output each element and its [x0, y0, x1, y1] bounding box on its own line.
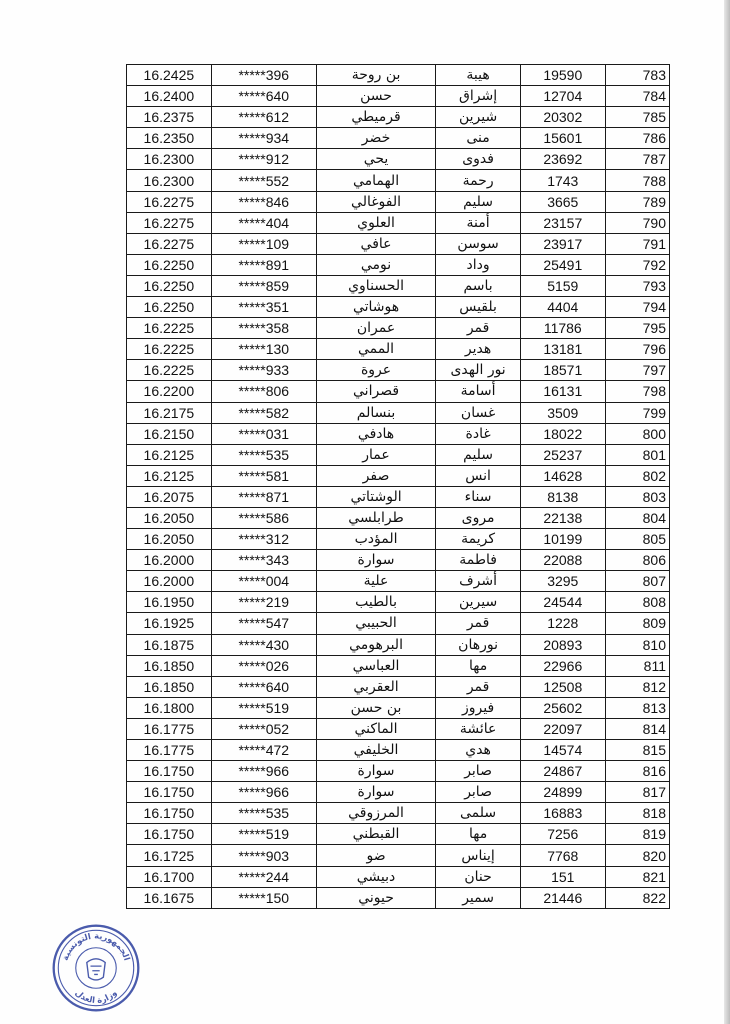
rank-cell: 791: [605, 233, 669, 254]
id-number-cell: *****933: [211, 360, 316, 381]
score-cell: 16.2175: [127, 402, 212, 423]
rank-cell: 804: [605, 507, 669, 528]
rank-cell: 819: [605, 824, 669, 845]
last-name-cell: عروة: [316, 360, 435, 381]
score-cell: 16.2275: [127, 233, 212, 254]
rank-cell: 810: [605, 634, 669, 655]
last-name-cell: خضر: [316, 128, 435, 149]
registration-number-cell: 22088: [520, 550, 605, 571]
last-name-cell: بنسالم: [316, 402, 435, 423]
score-cell: 16.2075: [127, 486, 212, 507]
first-name-cell: غادة: [436, 423, 521, 444]
score-cell: 16.1775: [127, 740, 212, 761]
id-number-cell: *****582: [211, 402, 316, 423]
last-name-cell: الحسناوي: [316, 275, 435, 296]
registration-number-cell: 25491: [520, 254, 605, 275]
table-row: [127, 275, 670, 296]
last-name-cell: بن روحة: [316, 65, 435, 86]
rank-cell: 787: [605, 149, 669, 170]
last-name-cell: ضو: [316, 845, 435, 866]
rank-cell: 783: [605, 65, 669, 86]
table-row: [127, 761, 670, 782]
table-row: [127, 297, 670, 318]
registration-number-cell: 18022: [520, 423, 605, 444]
id-number-cell: *****031: [211, 423, 316, 444]
registration-number-cell: 25602: [520, 697, 605, 718]
table-row: [127, 170, 670, 191]
first-name-cell: مها: [436, 655, 521, 676]
id-number-cell: *****358: [211, 318, 316, 339]
registration-number-cell: 12704: [520, 86, 605, 107]
first-name-cell: هيبة: [436, 65, 521, 86]
first-name-cell: قمر: [436, 676, 521, 697]
table-row: [127, 676, 670, 697]
table-row: [127, 486, 670, 507]
registration-number-cell: 22966: [520, 655, 605, 676]
last-name-cell: العقربي: [316, 676, 435, 697]
rank-cell: 811: [605, 655, 669, 676]
last-name-cell: عمران: [316, 318, 435, 339]
page-edge-shadow: [724, 0, 730, 1024]
table-row: [127, 107, 670, 128]
last-name-cell: البرهومي: [316, 634, 435, 655]
first-name-cell: مروى: [436, 507, 521, 528]
first-name-cell: بلقيس: [436, 297, 521, 318]
last-name-cell: المرزوقي: [316, 803, 435, 824]
stamp-bottom-text: وزارة العدل: [73, 987, 119, 1006]
table-row: [127, 634, 670, 655]
first-name-cell: قمر: [436, 318, 521, 339]
table-row: [127, 613, 670, 634]
last-name-cell: بن حسن: [316, 697, 435, 718]
table-row: [127, 887, 670, 908]
rank-cell: 812: [605, 676, 669, 697]
score-cell: 16.2125: [127, 465, 212, 486]
score-cell: 16.2050: [127, 507, 212, 528]
score-cell: 16.1775: [127, 718, 212, 739]
table-row: [127, 529, 670, 550]
last-name-cell: الخليفي: [316, 740, 435, 761]
last-name-cell: قرميطي: [316, 107, 435, 128]
registration-number-cell: 23692: [520, 149, 605, 170]
score-cell: 16.1750: [127, 803, 212, 824]
last-name-cell: علية: [316, 571, 435, 592]
registration-number-cell: 20893: [520, 634, 605, 655]
last-name-cell: بالطيب: [316, 592, 435, 613]
rank-cell: 806: [605, 550, 669, 571]
first-name-cell: إشراق: [436, 86, 521, 107]
rank-cell: 786: [605, 128, 669, 149]
last-name-cell: سوارة: [316, 782, 435, 803]
id-number-cell: *****640: [211, 676, 316, 697]
first-name-cell: سليم: [436, 444, 521, 465]
score-cell: 16.1675: [127, 887, 212, 908]
rank-cell: 792: [605, 254, 669, 275]
first-name-cell: عائشة: [436, 718, 521, 739]
last-name-cell: الحبيبي: [316, 613, 435, 634]
rank-cell: 785: [605, 107, 669, 128]
last-name-cell: هادفي: [316, 423, 435, 444]
score-cell: 16.1750: [127, 824, 212, 845]
first-name-cell: فاطمة: [436, 550, 521, 571]
id-number-cell: *****396: [211, 65, 316, 86]
registration-number-cell: 10199: [520, 529, 605, 550]
table-row: [127, 550, 670, 571]
id-number-cell: *****912: [211, 149, 316, 170]
id-number-cell: *****903: [211, 845, 316, 866]
score-cell: 16.2350: [127, 128, 212, 149]
last-name-cell: هوشاتي: [316, 297, 435, 318]
rank-cell: 784: [605, 86, 669, 107]
registration-number-cell: 19590: [520, 65, 605, 86]
first-name-cell: صابر: [436, 761, 521, 782]
registration-number-cell: 23917: [520, 233, 605, 254]
rank-cell: 797: [605, 360, 669, 381]
table-row: [127, 866, 670, 887]
rank-cell: 807: [605, 571, 669, 592]
table-row: [127, 423, 670, 444]
id-number-cell: *****535: [211, 803, 316, 824]
id-number-cell: *****219: [211, 592, 316, 613]
registration-number-cell: 14574: [520, 740, 605, 761]
id-number-cell: *****859: [211, 275, 316, 296]
last-name-cell: العباسي: [316, 655, 435, 676]
last-name-cell: العلوي: [316, 212, 435, 233]
first-name-cell: سناء: [436, 486, 521, 507]
table-row: [127, 740, 670, 761]
table-row: [127, 128, 670, 149]
id-number-cell: *****806: [211, 381, 316, 402]
last-name-cell: الفوغالي: [316, 191, 435, 212]
first-name-cell: نور الهدى: [436, 360, 521, 381]
rank-cell: 808: [605, 592, 669, 613]
registration-number-cell: 16131: [520, 381, 605, 402]
rank-cell: 815: [605, 740, 669, 761]
score-cell: 16.2250: [127, 275, 212, 296]
score-cell: 16.2200: [127, 381, 212, 402]
registration-number-cell: 3509: [520, 402, 605, 423]
table-row: [127, 718, 670, 739]
score-cell: 16.2250: [127, 297, 212, 318]
table-row: [127, 65, 670, 86]
last-name-cell: عافي: [316, 233, 435, 254]
score-cell: 16.1925: [127, 613, 212, 634]
first-name-cell: سوسن: [436, 233, 521, 254]
table-row: [127, 149, 670, 170]
first-name-cell: نورهان: [436, 634, 521, 655]
score-cell: 16.1750: [127, 761, 212, 782]
registration-number-cell: 21446: [520, 887, 605, 908]
rank-cell: 813: [605, 697, 669, 718]
first-name-cell: منى: [436, 128, 521, 149]
table-row: [127, 212, 670, 233]
last-name-cell: صفر: [316, 465, 435, 486]
last-name-cell: المؤدب: [316, 529, 435, 550]
last-name-cell: عمار: [316, 444, 435, 465]
last-name-cell: القبطني: [316, 824, 435, 845]
table-row: [127, 803, 670, 824]
registration-number-cell: 24867: [520, 761, 605, 782]
table-row: [127, 339, 670, 360]
table-row: [127, 697, 670, 718]
table-row: [127, 571, 670, 592]
registration-number-cell: 151: [520, 866, 605, 887]
score-cell: 16.1725: [127, 845, 212, 866]
rank-cell: 822: [605, 887, 669, 908]
registration-number-cell: 7256: [520, 824, 605, 845]
rank-cell: 821: [605, 866, 669, 887]
first-name-cell: غسان: [436, 402, 521, 423]
rank-cell: 798: [605, 381, 669, 402]
score-cell: 16.2050: [127, 529, 212, 550]
table-row: [127, 444, 670, 465]
registration-number-cell: 7768: [520, 845, 605, 866]
first-name-cell: أسامة: [436, 381, 521, 402]
score-cell: 16.2225: [127, 318, 212, 339]
id-number-cell: *****846: [211, 191, 316, 212]
id-number-cell: *****351: [211, 297, 316, 318]
last-name-cell: دبيشي: [316, 866, 435, 887]
first-name-cell: سلمى: [436, 803, 521, 824]
id-number-cell: *****519: [211, 824, 316, 845]
id-number-cell: *****519: [211, 697, 316, 718]
table-row: [127, 86, 670, 107]
score-cell: 16.1750: [127, 782, 212, 803]
last-name-cell: الهمامي: [316, 170, 435, 191]
id-number-cell: *****586: [211, 507, 316, 528]
score-cell: 16.1950: [127, 592, 212, 613]
table-row: [127, 318, 670, 339]
table-row: [127, 381, 670, 402]
id-number-cell: *****404: [211, 212, 316, 233]
rank-cell: 814: [605, 718, 669, 739]
last-name-cell: الماكني: [316, 718, 435, 739]
table-row: [127, 402, 670, 423]
score-cell: 16.1850: [127, 676, 212, 697]
rank-cell: 793: [605, 275, 669, 296]
first-name-cell: أمنة: [436, 212, 521, 233]
registration-number-cell: 3295: [520, 571, 605, 592]
registration-number-cell: 25237: [520, 444, 605, 465]
rank-cell: 809: [605, 613, 669, 634]
first-name-cell: انس: [436, 465, 521, 486]
rank-cell: 795: [605, 318, 669, 339]
registration-number-cell: 15601: [520, 128, 605, 149]
registration-number-cell: 24544: [520, 592, 605, 613]
first-name-cell: شيرين: [436, 107, 521, 128]
first-name-cell: حنان: [436, 866, 521, 887]
registration-number-cell: 16883: [520, 803, 605, 824]
table-row: [127, 845, 670, 866]
rank-cell: 802: [605, 465, 669, 486]
registration-number-cell: 20302: [520, 107, 605, 128]
table-row: [127, 254, 670, 275]
id-number-cell: *****552: [211, 170, 316, 191]
first-name-cell: هدي: [436, 740, 521, 761]
rank-cell: 801: [605, 444, 669, 465]
score-cell: 16.2400: [127, 86, 212, 107]
id-number-cell: *****934: [211, 128, 316, 149]
score-cell: 16.2150: [127, 423, 212, 444]
id-number-cell: *****612: [211, 107, 316, 128]
table-row: [127, 782, 670, 803]
rank-cell: 788: [605, 170, 669, 191]
score-cell: 16.2000: [127, 571, 212, 592]
id-number-cell: *****891: [211, 254, 316, 275]
last-name-cell: يحي: [316, 149, 435, 170]
table-row: [127, 824, 670, 845]
first-name-cell: كريمة: [436, 529, 521, 550]
first-name-cell: صابر: [436, 782, 521, 803]
id-number-cell: *****640: [211, 86, 316, 107]
score-cell: 16.1850: [127, 655, 212, 676]
first-name-cell: وداد: [436, 254, 521, 275]
registration-number-cell: 23157: [520, 212, 605, 233]
rank-cell: 790: [605, 212, 669, 233]
table-row: [127, 592, 670, 613]
rank-cell: 820: [605, 845, 669, 866]
last-name-cell: حيوني: [316, 887, 435, 908]
score-cell: 16.2225: [127, 339, 212, 360]
registration-number-cell: 14628: [520, 465, 605, 486]
table-row: [127, 655, 670, 676]
registration-number-cell: 5159: [520, 275, 605, 296]
score-cell: 16.2300: [127, 149, 212, 170]
results-table: [126, 64, 670, 909]
first-name-cell: فدوى: [436, 149, 521, 170]
first-name-cell: باسم: [436, 275, 521, 296]
first-name-cell: سمير: [436, 887, 521, 908]
score-cell: 16.1700: [127, 866, 212, 887]
id-number-cell: *****130: [211, 339, 316, 360]
table-row: [127, 233, 670, 254]
first-name-cell: إيناس: [436, 845, 521, 866]
score-cell: 16.2275: [127, 212, 212, 233]
score-cell: 16.2425: [127, 65, 212, 86]
score-cell: 16.2250: [127, 254, 212, 275]
id-number-cell: *****109: [211, 233, 316, 254]
first-name-cell: رحمة: [436, 170, 521, 191]
score-cell: 16.2225: [127, 360, 212, 381]
registration-number-cell: 8138: [520, 486, 605, 507]
score-cell: 16.1800: [127, 697, 212, 718]
id-number-cell: *****150: [211, 887, 316, 908]
score-cell: 16.2275: [127, 191, 212, 212]
first-name-cell: سليم: [436, 191, 521, 212]
rank-cell: 794: [605, 297, 669, 318]
registration-number-cell: 22097: [520, 718, 605, 739]
table-row: [127, 360, 670, 381]
score-cell: 16.2000: [127, 550, 212, 571]
last-name-cell: الوشتاتي: [316, 486, 435, 507]
id-number-cell: *****430: [211, 634, 316, 655]
last-name-cell: قصراني: [316, 381, 435, 402]
registration-number-cell: 12508: [520, 676, 605, 697]
rank-cell: 796: [605, 339, 669, 360]
score-cell: 16.1875: [127, 634, 212, 655]
rank-cell: 816: [605, 761, 669, 782]
rank-cell: 789: [605, 191, 669, 212]
score-cell: 16.2300: [127, 170, 212, 191]
registration-number-cell: 24899: [520, 782, 605, 803]
id-number-cell: *****966: [211, 782, 316, 803]
id-number-cell: *****244: [211, 866, 316, 887]
results-table-body: [127, 65, 670, 909]
last-name-cell: الممي: [316, 339, 435, 360]
table-row: [127, 507, 670, 528]
last-name-cell: حسن: [316, 86, 435, 107]
last-name-cell: سوارة: [316, 761, 435, 782]
rank-cell: 800: [605, 423, 669, 444]
last-name-cell: سوارة: [316, 550, 435, 571]
id-number-cell: *****581: [211, 465, 316, 486]
registration-number-cell: 1743: [520, 170, 605, 191]
rank-cell: 818: [605, 803, 669, 824]
id-number-cell: *****004: [211, 571, 316, 592]
id-number-cell: *****966: [211, 761, 316, 782]
score-cell: 16.2125: [127, 444, 212, 465]
first-name-cell: هدير: [436, 339, 521, 360]
rank-cell: 799: [605, 402, 669, 423]
id-number-cell: *****052: [211, 718, 316, 739]
id-number-cell: *****472: [211, 740, 316, 761]
registration-number-cell: 18571: [520, 360, 605, 381]
rank-cell: 817: [605, 782, 669, 803]
id-number-cell: *****026: [211, 655, 316, 676]
first-name-cell: فيروز: [436, 697, 521, 718]
id-number-cell: *****312: [211, 529, 316, 550]
score-cell: 16.2375: [127, 107, 212, 128]
first-name-cell: مها: [436, 824, 521, 845]
stamp-top-text: الجمهورية التونسية: [59, 930, 133, 962]
id-number-cell: *****535: [211, 444, 316, 465]
first-name-cell: سيرين: [436, 592, 521, 613]
id-number-cell: *****871: [211, 486, 316, 507]
first-name-cell: أشرف: [436, 571, 521, 592]
rank-cell: 803: [605, 486, 669, 507]
registration-number-cell: 11786: [520, 318, 605, 339]
table-row: [127, 191, 670, 212]
registration-number-cell: 3665: [520, 191, 605, 212]
registration-number-cell: 1228: [520, 613, 605, 634]
first-name-cell: قمر: [436, 613, 521, 634]
registration-number-cell: 13181: [520, 339, 605, 360]
table-row: [127, 465, 670, 486]
official-stamp-icon: [50, 922, 142, 1014]
id-number-cell: *****547: [211, 613, 316, 634]
last-name-cell: نومي: [316, 254, 435, 275]
id-number-cell: *****343: [211, 550, 316, 571]
rank-cell: 805: [605, 529, 669, 550]
last-name-cell: طرابلسي: [316, 507, 435, 528]
registration-number-cell: 22138: [520, 507, 605, 528]
registration-number-cell: 4404: [520, 297, 605, 318]
